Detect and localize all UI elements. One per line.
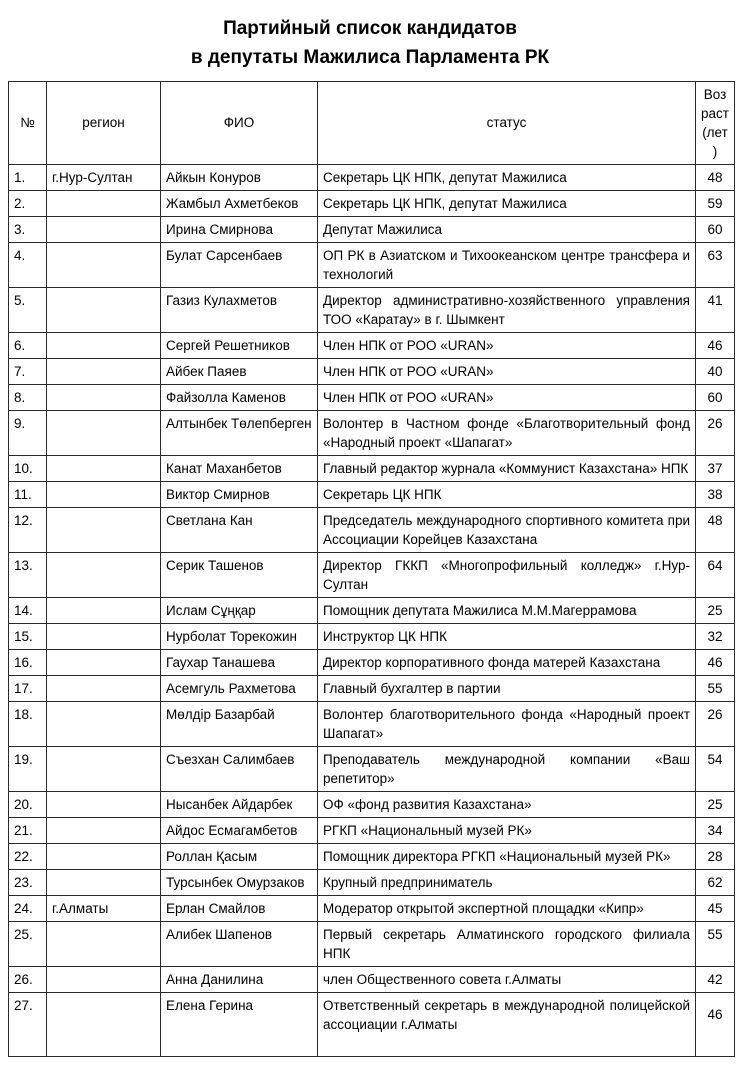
age-cell: 34 — [696, 817, 735, 843]
table-header-row — [9, 81, 735, 164]
status-cell: ОП РК в Азиатском и Тихоокеанском центре трансфера и технологий — [318, 242, 696, 287]
name-cell: Жамбыл Ахметбеков — [161, 190, 318, 216]
region-cell: г.Алматы — [47, 895, 161, 921]
region-cell — [47, 869, 161, 895]
table-row — [9, 843, 735, 869]
table-row — [9, 746, 735, 791]
region-cell — [47, 287, 161, 332]
status-cell: Секретарь ЦК НПК, депутат Мажилиса — [318, 190, 696, 216]
table-row — [9, 481, 735, 507]
table-row — [9, 791, 735, 817]
age-cell: 46 — [696, 992, 735, 1056]
age-cell: 45 — [696, 895, 735, 921]
name-cell: Съезхан Салимбаев — [161, 746, 318, 791]
row-number-cell: 8. — [9, 384, 47, 410]
status-cell: Первый секретарь Алматинского городского филиала НПК — [318, 921, 696, 966]
age-cell: 48 — [696, 164, 735, 190]
row-number-cell: 3. — [9, 216, 47, 242]
age-cell: 60 — [696, 216, 735, 242]
region-cell — [47, 649, 161, 675]
age-cell: 60 — [696, 384, 735, 410]
page-title-line2: в депутаты Мажилиса Парламента РК — [190, 47, 550, 69]
table-row — [9, 552, 735, 597]
age-cell: 26 — [696, 410, 735, 455]
row-number-cell: 4. — [9, 242, 47, 287]
table-row — [9, 455, 735, 481]
name-cell: Гаухар Танашева — [161, 649, 318, 675]
status-cell: Директор административно-хозяйственного управления ТОО «Каратау» в г. Шымкент — [318, 287, 696, 332]
page-title — [0, 14, 740, 73]
status-cell: Член НПК от РОО «URAN» — [318, 384, 696, 410]
age-cell: 46 — [696, 649, 735, 675]
name-cell: Анна Данилина — [161, 966, 318, 992]
table-row — [9, 384, 735, 410]
row-number-cell: 21. — [9, 817, 47, 843]
candidates-table — [8, 81, 735, 1057]
region-cell — [47, 921, 161, 966]
status-cell: Преподаватель международной компании «Ваш репетитор» — [318, 746, 696, 791]
table-row — [9, 817, 735, 843]
age-cell: 28 — [696, 843, 735, 869]
name-cell: Сергей Решетников — [161, 332, 318, 358]
status-cell: ОФ «фонд развития Казахстана» — [318, 791, 696, 817]
region-cell — [47, 332, 161, 358]
name-cell: Светлана Кан — [161, 507, 318, 552]
age-cell: 55 — [696, 921, 735, 966]
row-number-cell: 11. — [9, 481, 47, 507]
row-number-cell: 12. — [9, 507, 47, 552]
row-number-cell: 18. — [9, 701, 47, 746]
row-number-cell: 22. — [9, 843, 47, 869]
table-row — [9, 966, 735, 992]
region-cell — [47, 817, 161, 843]
header-age: Возраст (лет) — [696, 81, 735, 164]
status-cell: Волонтер в Частном фонде «Благотворительный фонд «Народный проект «Шапагат» — [318, 410, 696, 455]
region-cell — [47, 746, 161, 791]
region-cell: г.Нур-Султан — [47, 164, 161, 190]
age-cell: 46 — [696, 332, 735, 358]
name-cell: Серик Ташенов — [161, 552, 318, 597]
status-cell: Председатель международного спортивного комитета при Ассоциации Корейцев Казахстана — [318, 507, 696, 552]
name-cell: Виктор Смирнов — [161, 481, 318, 507]
header-region: регион — [47, 81, 161, 164]
row-number-cell: 19. — [9, 746, 47, 791]
row-number-cell: 27. — [9, 992, 47, 1056]
region-cell — [47, 410, 161, 455]
status-cell: Помощник директора РГКП «Национальный музей РК» — [318, 843, 696, 869]
page-title-line1: Партийный список кандидатов — [223, 18, 517, 39]
table-row — [9, 992, 735, 1056]
name-cell: Айдос Есмагамбетов — [161, 817, 318, 843]
status-cell: РГКП «Национальный музей РК» — [318, 817, 696, 843]
region-cell — [47, 242, 161, 287]
table-row — [9, 242, 735, 287]
status-cell: член Общественного совета г.Алматы — [318, 966, 696, 992]
table-row — [9, 507, 735, 552]
age-cell: 59 — [696, 190, 735, 216]
region-cell — [47, 552, 161, 597]
row-number-cell: 9. — [9, 410, 47, 455]
status-cell: Помощник депутата Мажилиса М.М.Магеррамова — [318, 597, 696, 623]
name-cell: Алибек Шапенов — [161, 921, 318, 966]
name-cell: Роллан Қасым — [161, 843, 318, 869]
table-row — [9, 164, 735, 190]
status-cell: Секретарь ЦК НПК — [318, 481, 696, 507]
table-row — [9, 649, 735, 675]
region-cell — [47, 358, 161, 384]
status-cell: Крупный предприниматель — [318, 869, 696, 895]
name-cell: Ирина Смирнова — [161, 216, 318, 242]
name-cell: Айкын Конуров — [161, 164, 318, 190]
age-cell: 40 — [696, 358, 735, 384]
row-number-cell: 6. — [9, 332, 47, 358]
row-number-cell: 24. — [9, 895, 47, 921]
row-number-cell: 13. — [9, 552, 47, 597]
age-cell: 42 — [696, 966, 735, 992]
candidates-table-container — [0, 73, 740, 1067]
age-cell: 64 — [696, 552, 735, 597]
age-cell: 55 — [696, 675, 735, 701]
region-cell — [47, 701, 161, 746]
age-cell: 63 — [696, 242, 735, 287]
age-cell: 54 — [696, 746, 735, 791]
row-number-cell: 7. — [9, 358, 47, 384]
age-cell: 41 — [696, 287, 735, 332]
region-cell — [47, 455, 161, 481]
region-cell — [47, 216, 161, 242]
name-cell: Мөлдір Базарбай — [161, 701, 318, 746]
region-cell — [47, 507, 161, 552]
region-cell — [47, 623, 161, 649]
candidates-table-body — [9, 164, 735, 1056]
row-number-cell: 14. — [9, 597, 47, 623]
row-number-cell: 15. — [9, 623, 47, 649]
age-cell: 25 — [696, 791, 735, 817]
table-row — [9, 701, 735, 746]
row-number-cell: 25. — [9, 921, 47, 966]
status-cell: Главный бухгалтер в партии — [318, 675, 696, 701]
status-cell: Депутат Мажилиса — [318, 216, 696, 242]
region-cell — [47, 481, 161, 507]
status-cell: Ответственный секретарь в международной полицейской ассоциации г.Алматы — [318, 992, 696, 1056]
name-cell: Турсынбек Омурзаков — [161, 869, 318, 895]
age-cell: 32 — [696, 623, 735, 649]
region-cell — [47, 791, 161, 817]
table-row — [9, 895, 735, 921]
row-number-cell: 26. — [9, 966, 47, 992]
status-cell: Секретарь ЦК НПК, депутат Мажилиса — [318, 164, 696, 190]
table-row — [9, 190, 735, 216]
name-cell: Нысанбек Айдарбек — [161, 791, 318, 817]
status-cell: Модератор открытой экспертной площадки «Кипр» — [318, 895, 696, 921]
name-cell: Елена Герина — [161, 992, 318, 1056]
row-number-cell: 10. — [9, 455, 47, 481]
status-cell: Волонтер благотворительного фонда «Народный проект Шапагат» — [318, 701, 696, 746]
region-cell — [47, 992, 161, 1056]
name-cell: Ерлан Смайлов — [161, 895, 318, 921]
row-number-cell: 23. — [9, 869, 47, 895]
status-cell: Член НПК от РОО «URAN» — [318, 358, 696, 384]
table-row — [9, 332, 735, 358]
name-cell: Канат Маханбетов — [161, 455, 318, 481]
table-row — [9, 597, 735, 623]
header-status: статус — [318, 81, 696, 164]
age-cell: 48 — [696, 507, 735, 552]
region-cell — [47, 384, 161, 410]
region-cell — [47, 966, 161, 992]
name-cell: Файзолла Каменов — [161, 384, 318, 410]
age-cell: 38 — [696, 481, 735, 507]
name-cell: Газиз Кулахметов — [161, 287, 318, 332]
name-cell: Асемгуль Рахметова — [161, 675, 318, 701]
age-cell: 62 — [696, 869, 735, 895]
name-cell: Булат Сарсенбаев — [161, 242, 318, 287]
name-cell: Айбек Паяев — [161, 358, 318, 384]
status-cell: Главный редактор журнала «Коммунист Казахстана» НПК — [318, 455, 696, 481]
age-cell: 37 — [696, 455, 735, 481]
region-cell — [47, 843, 161, 869]
age-cell: 26 — [696, 701, 735, 746]
document-page — [0, 14, 740, 1067]
header-number: № — [9, 81, 47, 164]
status-cell: Директор корпоративного фонда матерей Казахстана — [318, 649, 696, 675]
status-cell: Директор ГККП «Многопрофильный колледж» г.Нур-Султан — [318, 552, 696, 597]
region-cell — [47, 675, 161, 701]
table-row — [9, 287, 735, 332]
status-cell: Член НПК от РОО «URAN» — [318, 332, 696, 358]
name-cell: Алтынбек Төлепберген — [161, 410, 318, 455]
row-number-cell: 20. — [9, 791, 47, 817]
header-name: ФИО — [161, 81, 318, 164]
row-number-cell: 1. — [9, 164, 47, 190]
table-row — [9, 675, 735, 701]
name-cell: Ислам Сұңқар — [161, 597, 318, 623]
table-row — [9, 216, 735, 242]
status-cell: Инструктор ЦК НПК — [318, 623, 696, 649]
region-cell — [47, 597, 161, 623]
table-row — [9, 623, 735, 649]
name-cell: Нурболат Торекожин — [161, 623, 318, 649]
region-cell — [47, 190, 161, 216]
age-cell: 25 — [696, 597, 735, 623]
row-number-cell: 17. — [9, 675, 47, 701]
table-row — [9, 921, 735, 966]
table-row — [9, 869, 735, 895]
row-number-cell: 5. — [9, 287, 47, 332]
table-row — [9, 358, 735, 384]
table-row — [9, 410, 735, 455]
row-number-cell: 2. — [9, 190, 47, 216]
row-number-cell: 16. — [9, 649, 47, 675]
